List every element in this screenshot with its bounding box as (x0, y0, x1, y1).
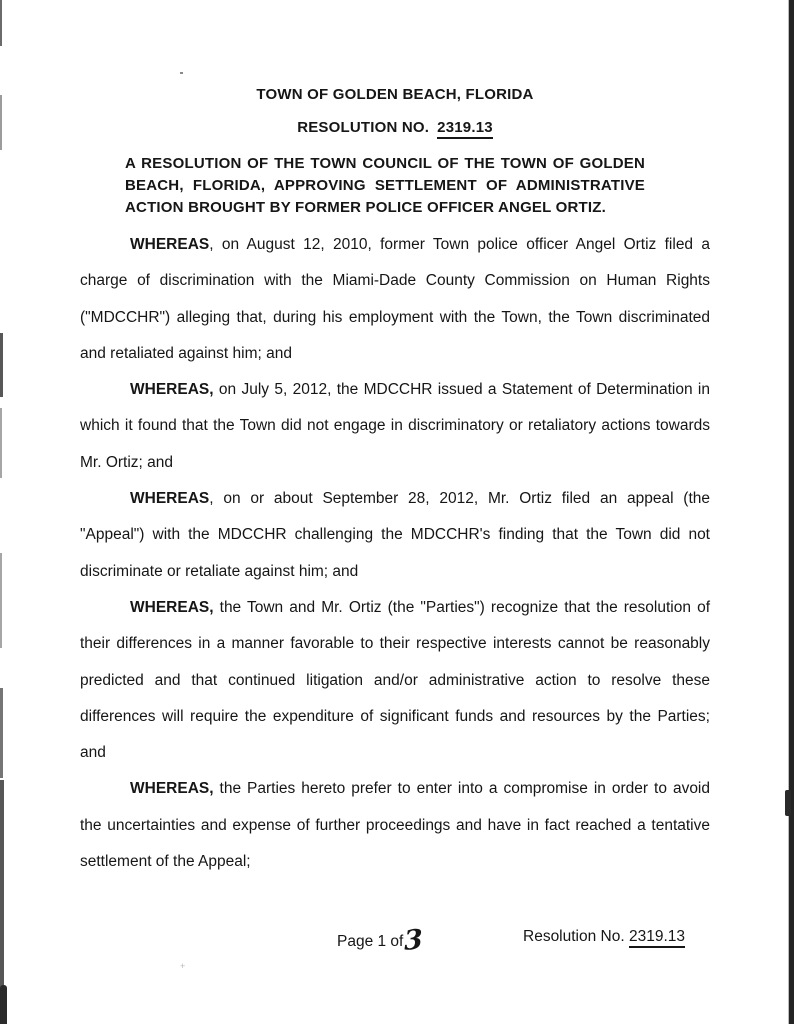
whereas-lead: WHEREAS, (130, 780, 214, 798)
resolution-title-paragraph: A RESOLUTION OF THE TOWN COUNCIL OF THE TOWN OF GOLDEN BEACH, FLORIDA, APPROVING SETTLEMENT OF ADMINISTRATIVE ACTION BROUGHT BY FORMER POLICE OFFICER ANGEL ORTIZ. (125, 155, 645, 216)
whereas-text: the Town and Mr. Ortiz (the "Parties") recognize that the resolution of their differences in a manner favorable to their respective interests cannot be reasonably predicted and that continued litigation and/or administrative action to resolve these differences will require the expenditure of significant funds and resources by the Parties; and (80, 598, 710, 762)
footer-resolution-number: 2319.13 (629, 928, 685, 948)
page-footer (0, 922, 794, 962)
whereas-text: the Parties hereto prefer to enter into a compromise in order to avoid the uncertainties and expense of further proceedings and have in fact reached a tentative settlement of the Appeal; (80, 780, 710, 871)
whereas-text: , on or about September 28, 2012, Mr. Ortiz filed an appeal (the "Appeal") with the MDCCHR challenging the MDCCHR's finding that the Town did not discriminate or retaliate against him; and (80, 490, 710, 580)
whereas-paragraph-3 (80, 481, 710, 590)
scan-artifact-left-edge (0, 688, 3, 778)
scan-artifact-left-edge (0, 553, 2, 648)
scan-artifact-right-edge (789, 0, 794, 1024)
scan-artifact-corner-blob (0, 985, 7, 1024)
whereas-lead: WHEREAS (130, 236, 210, 253)
page-number-info (337, 923, 424, 958)
footer-resolution-label: Resolution No. (523, 928, 625, 945)
whereas-paragraph-2 (80, 372, 710, 481)
scan-artifact-right-smudge (785, 790, 791, 816)
document-body (80, 227, 710, 880)
scan-artifact-speck (180, 72, 183, 74)
page-label: Page 1 of (337, 933, 404, 950)
footer-resolution-info (523, 928, 685, 946)
whereas-paragraph-4 (80, 590, 710, 771)
scan-artifact-left-edge (0, 95, 2, 150)
whereas-text: on July 5, 2012, the MDCCHR issued a Statement of Determination in which it found that the Town did not engage in discriminatory or retaliatory actions towards Mr. Ortiz; and (80, 381, 710, 471)
handwritten-page-total: 3 (403, 923, 424, 958)
document-org-title: TOWN OF GOLDEN BEACH, FLORIDA (256, 86, 534, 103)
scan-artifact-left-edge (0, 408, 2, 478)
whereas-lead: WHEREAS, (130, 598, 214, 616)
resolution-label: RESOLUTION NO. (297, 119, 430, 136)
scan-artifact-left-edge (0, 333, 3, 397)
resolution-number: 2319.13 (437, 119, 493, 139)
whereas-paragraph-1 (80, 227, 710, 372)
scan-artifact-speck: + (180, 961, 186, 971)
scan-artifact-left-edge (0, 0, 2, 46)
resolution-heading (80, 119, 710, 136)
whereas-paragraph-5 (80, 771, 710, 880)
whereas-lead: WHEREAS, (130, 381, 214, 399)
document-content (80, 86, 710, 880)
whereas-text: , on August 12, 2010, former Town police officer Angel Ortiz filed a charge of discrimination with the Miami-Dade County Commission on Human Rights ("MDCCHR") alleging that, during his employment with the Town, the Town discriminated and retaliated against him; and (80, 236, 710, 362)
whereas-lead: WHEREAS (130, 490, 210, 508)
